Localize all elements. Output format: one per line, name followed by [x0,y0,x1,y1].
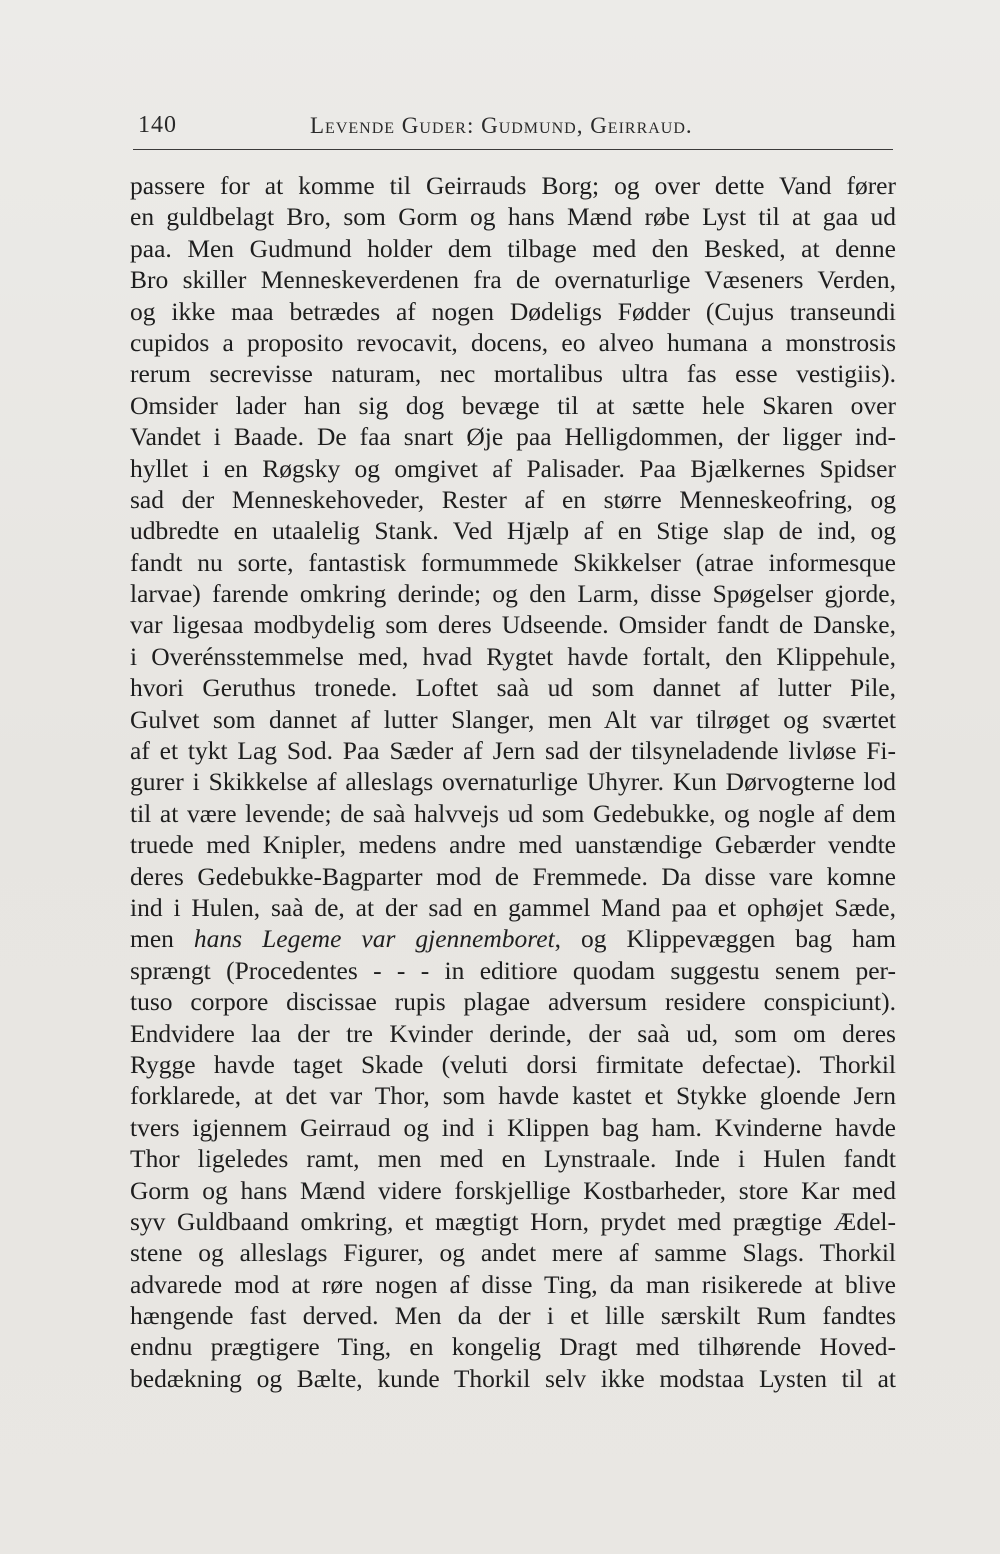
text-line: Rygge havde taget Skade (veluti dorsi firmitate defectae). Thorkil [130,1049,896,1079]
text-line: stene og alleslags Figurer, og andet mere af samme Slags. Thorkil [130,1238,896,1268]
text-line: til at være levende; de saà halvvejs ud som Gedebukke, og nogle af dem [130,798,896,828]
header-rule [133,149,893,150]
text-line: larvae) farende omkring derinde; og den Larm, disse Spøgelser gjorde, [130,579,896,609]
page-header [138,112,894,146]
text-line: hvori Geruthus tronede. Loftet saà ud som dannet af lutter Pile, [130,673,896,703]
text-line: ind i Hulen, saà de, at der sad en gammel Mand paa et ophøjet Sæde, [130,892,896,922]
text-line: tuso corpore discissae rupis plagae adversum residere conspiciunt). [130,987,896,1017]
text-line: hyllet i en Røgsky og omgivet af Palisader. Paa Bjælkernes Spidser [130,453,896,483]
text-line: cupidos a proposito revocavit, docens, eo alveo humana a monstrosis [130,327,896,357]
running-title: Levende Guder: Gudmund, Geirraud. [310,113,693,138]
text-span: , og Klippevæggen bag ham [554,924,897,954]
text-line: hængende fast derved. Men da der i et lille særskilt Rum fandtes [130,1301,896,1331]
text-span: men [130,924,194,954]
text-line: paa. Men Gudmund holder dem tilbage med den Besked, at denne [130,233,896,263]
text-line: og ikke maa betrædes af nogen Dødeligs Fødder (Cujus transeundi [130,296,896,326]
page-number: 140 [138,112,177,138]
text-line: passere for at komme til Geirrauds Borg; og over dette Vand fører [130,171,896,200]
text-line: Vandet i Baade. De faa snart Øje paa Helligdommen, der ligger ind- [130,422,896,452]
text-line: deres Gedebukke-Bagparter mod de Fremmede. Da disse vare komne [130,861,896,891]
text-line: tvers igjennem Geirraud og ind i Klippen bag ham. Kvinderne havde [130,1112,896,1142]
text-line: gurer i Skikkelse af alleslags overnaturlige Uhyrer. Kun Dørvogterne lod [130,767,896,797]
text-line: en guldbelagt Bro, som Gorm og hans Mænd røbe Lyst til at gaa ud [130,202,896,232]
text-line: i Overénsstemmelse med, hvad Rygtet havde fortalt, den Klippehule, [130,641,896,671]
text-line: var ligesaa modbydelig som deres Udseende. Omsider fandt de Danske, [130,610,896,640]
text-line: Gulvet som dannet af lutter Slanger, men Alt var tilrøget og sværtet [130,704,896,734]
text-line: endnu prægtigere Ting, en kongelig Dragt med tilhørende Hoved- [130,1332,896,1362]
text-line: Endvidere laa der tre Kvinder derinde, der saà ud, som om deres [130,1018,896,1048]
text-line: Omsider lader han sig dog bevæge til at sætte hele Skaren over [130,390,896,420]
text-line: syv Guldbaand omkring, et mægtigt Horn, prydet med prægtige Ædel- [130,1206,896,1236]
text-line: Gorm og hans Mænd videre forskjellige Kostbarheder, store Kar med [130,1175,896,1205]
text-line: fandt nu sorte, fantastisk formummede Skikkelser (atrae informesque [130,547,896,577]
text-line: udbredte en utaalelig Stank. Ved Hjælp af en Stige slap de ind, og [130,516,896,546]
text-line: rerum secrevisse naturam, nec mortalibus ultra fas esse vestigiis). [130,359,896,389]
text-line: truede med Knipler, medens andre med uanstændige Gebærder vendte [130,830,896,860]
text-line: forklarede, at det var Thor, som havde kastet et Stykke gloende Jern [130,1081,896,1111]
text-line: sprængt (Procedentes - - - in editiore quodam suggestu senem per- [130,955,896,985]
text-line: bedækning og Bælte, kunde Thorkil selv ikke modstaa Lysten til at [130,1363,896,1393]
text-line [130,923,896,954]
body-text [130,170,896,1394]
text-line: af et tykt Lag Sod. Paa Sæder af Jern sad der tilsyneladende livløse Fi- [130,736,896,766]
italic-phrase: hans Legeme var gjennemboret [193,924,555,954]
text-line: Thor ligeledes ramt, men med en Lynstraale. Inde i Hulen fandt [130,1144,896,1174]
text-line: Bro skiller Menneskeverdenen fra de overnaturlige Væseners Verden, [130,265,896,295]
text-line: sad der Menneskehoveder, Rester af en større Menneskeofring, og [130,484,896,514]
text-line: advarede mod at røre nogen af disse Ting, da man risikerede at blive [130,1269,896,1299]
